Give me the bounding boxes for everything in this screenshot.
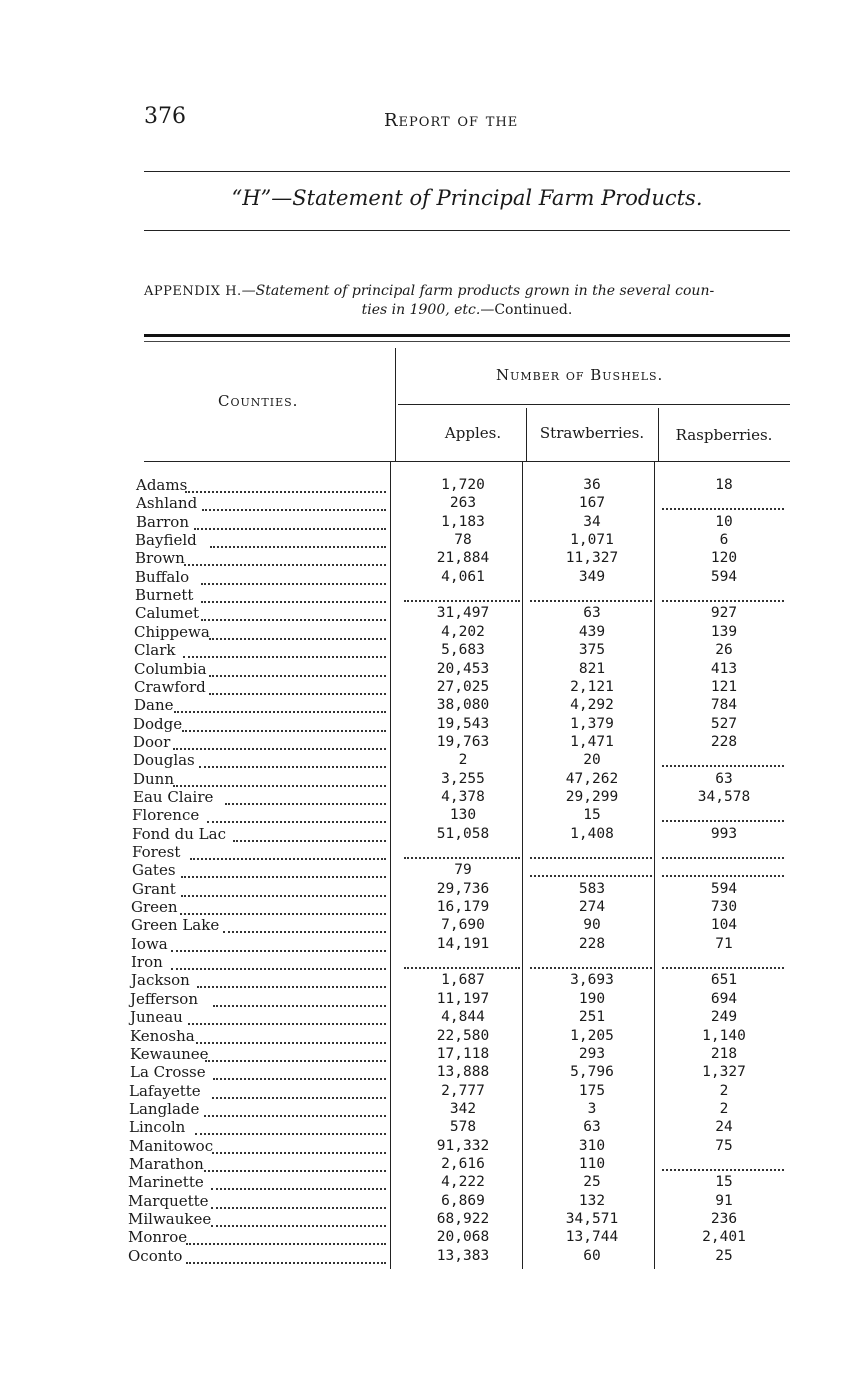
leader-dots [201,599,386,603]
apples-value: 68,922 [436,1211,490,1227]
apples-value: 38,080 [436,697,490,714]
leader-dots [174,709,386,713]
apples-value: 91,332 [436,1137,490,1154]
page-number: 376 [144,104,186,129]
leader-dots [233,838,386,842]
strawberries-value: 1,408 [570,825,614,842]
strawberries-value: 583 [578,880,606,897]
caption-suffix: —Continued. [480,302,573,318]
leader-dots [185,489,386,493]
raspberries-empty-dots [662,818,784,822]
strawberries-value: 15 [583,807,601,824]
strawberries-value: 34,571 [565,1211,619,1227]
strawberries-header: Strawberries. [539,424,645,442]
raspberries-value: 228 [710,733,738,750]
raspberries-value: 594 [710,568,738,585]
apples-value: 17,118 [436,1045,490,1062]
raspberries-empty-dots [662,598,784,602]
apples-value: 20,453 [436,660,490,677]
apples-value: 4,202 [441,623,485,640]
strawberries-value: 1,471 [570,733,614,750]
county-name: Grant [132,879,176,898]
leader-dots [201,617,386,621]
county-name: Dane [134,696,174,715]
strawberries-value: 190 [578,990,606,1007]
body-divider-counties [390,462,391,1269]
raspberries-value: 784 [710,697,738,714]
strawberries-value: 175 [578,1082,606,1099]
leader-dots [184,562,386,566]
leader-dots [223,929,386,933]
strawberries-value: 25 [583,1174,601,1191]
apples-value: 19,763 [436,733,490,750]
county-name: Jackson [131,971,190,990]
leader-dots [181,893,386,897]
county-name: Dodge [133,714,183,733]
raspberries-value: 1,140 [702,1027,746,1044]
county-name: Iron [131,953,163,972]
leader-dots [211,1205,386,1209]
strawberries-empty-dots [530,873,652,877]
raspberries-value: 120 [710,550,738,567]
apples-value: 2,616 [441,1155,485,1172]
county-name: Lafayette [129,1081,201,1100]
county-name: Kewaunee [130,1044,209,1063]
leader-dots [197,984,386,988]
county-name: Forest [132,843,181,861]
apples-value: 5,683 [441,642,485,659]
leader-dots [201,581,386,585]
county-name: Gates [132,861,176,880]
raspberries-value: 139 [710,623,738,640]
strawberries-value: 63 [583,1119,601,1136]
strawberries-value: 2,121 [570,678,614,695]
leader-dots [173,746,386,750]
raspberries-value: 694 [710,990,738,1007]
leader-dots [190,856,386,860]
raspberries-value: 15 [715,1174,733,1191]
raspberries-value: 218 [710,1045,738,1062]
apples-value: 2 [458,752,468,769]
apples-value: 1,687 [441,972,485,989]
apples-header: Apples. [444,424,502,442]
county-name: Langlade [129,1099,200,1118]
apples-value: 79 [454,862,472,879]
apples-value: 1,183 [441,513,485,530]
leader-dots [204,1113,386,1117]
strawberries-value: 3,693 [570,972,614,989]
apples-value: 19,543 [436,715,490,732]
county-name: Green [131,898,178,917]
apples-value: 51,058 [436,825,490,842]
county-name: Florence [132,806,200,825]
county-name: Fond du Lac [132,824,226,843]
leader-dots [212,1150,386,1154]
leader-dots [183,654,386,658]
raspberries-value: 18 [715,477,733,493]
raspberries-value: 2,401 [702,1229,746,1246]
apples-value: 11,197 [436,990,490,1007]
caption-text2: ties in 1900, etc. [361,302,481,318]
leader-dots [211,1186,386,1190]
county-name: Columbia [134,659,207,678]
leader-dots [207,819,386,823]
apples-value: 1,720 [441,477,485,493]
strawberries-value: 4,292 [570,697,614,714]
strawberries-value: 310 [578,1137,606,1154]
county-name: Iowa [131,934,168,953]
county-name: Buffalo [135,567,190,586]
raspberries-value: 527 [710,715,738,732]
county-name: Marathon [129,1154,204,1173]
county-name: Kenosha [130,1026,195,1045]
raspberries-value: 91 [715,1192,733,1209]
raspberries-value: 927 [710,605,738,622]
apples-value: 13,383 [436,1247,490,1264]
leader-dots [213,1003,386,1007]
leader-dots [186,1241,386,1245]
apples-value: 13,888 [436,1064,490,1081]
raspberries-value: 104 [710,917,738,934]
raspberries-empty-dots [662,873,784,877]
bushels-header: Number of Bushels. [496,366,664,384]
strawberries-value: 821 [578,660,606,677]
county-name: Ashland [136,494,198,513]
caption-lead: APPENDIX H. [144,284,242,299]
leader-dots [213,1076,386,1080]
strawberries-value: 293 [578,1045,606,1062]
county-name: Burnett [135,586,194,605]
county-name: Dunn [133,769,175,788]
strawberries-value: 132 [578,1192,606,1209]
county-name: Crawford [134,677,206,696]
county-name: Oconto [128,1246,183,1265]
leader-dots [205,1058,386,1062]
raspberries-empty-dots [662,763,784,767]
leader-dots [225,801,386,805]
raspberries-value: 2 [719,1100,729,1117]
apples-value: 4,378 [441,788,485,805]
county-name: Marinette [128,1173,204,1192]
strawberries-value: 60 [583,1247,601,1264]
strawberries-value: 36 [583,477,601,493]
caption-text: —Statement of principal farm products grown in the several coun- [241,283,715,299]
raspberries-value: 10 [715,513,733,530]
raspberries-value: 236 [710,1211,738,1227]
running-title: Report of the [384,110,519,131]
apples-value: 578 [449,1119,477,1136]
raspberries-empty-dots [662,965,784,969]
strawberries-value: 439 [578,623,606,640]
strawberries-value: 90 [583,917,601,934]
apples-value: 29,736 [436,880,490,897]
strawberries-value: 251 [578,1009,606,1026]
strawberries-value: 1,071 [570,532,614,549]
apples-value: 263 [449,495,477,512]
raspberries-value: 24 [715,1119,733,1136]
leader-dots [180,911,386,915]
raspberries-value: 730 [710,899,738,916]
apples-value: 78 [454,532,472,549]
raspberries-value: 594 [710,880,738,897]
raspberries-value: 413 [710,660,738,677]
strawberries-value: 29,299 [565,788,619,805]
county-name: Manitowoc [129,1136,214,1155]
apples-value: 31,497 [436,605,490,622]
leader-dots [210,544,386,548]
county-name: Door [133,732,171,751]
strawberries-value: 63 [583,605,601,622]
leader-dots [204,1168,386,1172]
raspberries-value: 26 [715,642,733,659]
county-name: Bayfield [135,531,197,550]
county-name: Monroe [128,1228,188,1247]
leader-dots [212,1095,386,1099]
strawberries-value: 1,205 [570,1027,614,1044]
leader-dots [209,636,386,640]
apples-value: 130 [449,807,477,824]
county-name: Adams [136,476,188,494]
raspberries-value: 121 [710,678,738,695]
section-title: “H”—Statement of Principal Farm Products. [231,186,703,210]
leader-dots [171,966,386,970]
strawberries-value: 274 [578,899,606,916]
strawberries-value: 47,262 [565,770,619,787]
leader-dots [209,673,386,677]
strawberries-value: 11,327 [565,550,619,567]
county-name: Brown [135,549,185,568]
apples-value: 4,222 [441,1174,485,1191]
leader-dots [181,874,386,878]
county-name: Milwaukee [128,1210,212,1228]
raspberries-value: 6 [719,532,729,549]
counties-header: Counties. [218,392,299,410]
leader-dots [209,691,386,695]
apples-empty-dots [404,965,520,969]
leader-dots [199,764,386,768]
strawberries-value: 375 [578,642,606,659]
apples-value: 14,191 [436,935,490,952]
county-name: Barron [136,512,189,531]
county-name: Clark [134,641,176,660]
raspberries-empty-dots [662,1167,784,1171]
county-name: Chippewa [134,622,210,641]
county-name: Jefferson [130,989,198,1008]
raspberries-value: 25 [715,1247,733,1264]
county-name: Juneau [130,1008,183,1027]
strawberries-value: 167 [578,495,606,512]
strawberries-value: 13,744 [565,1229,619,1246]
raspberries-value: 993 [710,825,738,842]
apples-value: 7,690 [441,917,485,934]
strawberries-value: 349 [578,568,606,585]
leader-dots [202,507,386,511]
apples-value: 22,580 [436,1027,490,1044]
apples-value: 3,255 [441,770,485,787]
strawberries-value: 228 [578,935,606,952]
raspberries-value: 63 [715,770,733,787]
raspberries-value: 75 [715,1137,733,1154]
county-name: Eau Claire [133,787,214,806]
apples-value: 20,068 [436,1229,490,1246]
strawberries-empty-dots [530,855,652,859]
leader-dots [196,1040,386,1044]
leader-dots [195,1131,386,1135]
county-name: La Crosse [130,1063,206,1082]
raspberries-value: 2 [719,1082,729,1099]
leader-dots [173,783,386,787]
raspberries-value: 249 [710,1009,738,1026]
county-name: Green Lake [131,916,220,935]
apples-empty-dots [404,855,520,859]
leader-dots [211,1223,386,1227]
county-name: Marquette [128,1191,209,1210]
strawberries-empty-dots [530,965,652,969]
raspberries-empty-dots [662,855,784,859]
raspberries-value: 651 [710,972,738,989]
raspberries-value: 1,327 [702,1064,746,1081]
apples-empty-dots [404,598,520,602]
raspberries-value: 34,578 [697,788,751,805]
raspberries-empty-dots [662,506,784,510]
strawberries-value: 1,379 [570,715,614,732]
raspberries-header: Raspberries. [675,426,773,444]
apples-value: 2,777 [441,1082,485,1099]
strawberries-value: 34 [583,513,601,530]
county-name: Lincoln [129,1118,186,1137]
leader-dots [186,1260,386,1264]
leader-dots [171,948,386,952]
leader-dots [188,1021,386,1025]
county-name: Douglas [133,751,195,770]
apples-value: 6,869 [441,1192,485,1209]
apples-value: 342 [449,1100,477,1117]
apples-value: 4,844 [441,1009,485,1026]
strawberries-value: 20 [583,752,601,769]
strawberries-value: 5,796 [570,1064,614,1081]
raspberries-value: 71 [715,935,733,952]
county-name: Calumet [135,604,200,623]
strawberries-value: 110 [578,1155,606,1172]
strawberries-value: 3 [587,1100,597,1117]
apples-value: 27,025 [436,678,490,695]
leader-dots [194,526,386,530]
apples-value: 16,179 [436,899,490,916]
apples-value: 21,884 [436,550,490,567]
apples-value: 4,061 [441,568,485,585]
strawberries-empty-dots [530,598,652,602]
leader-dots [182,728,386,732]
